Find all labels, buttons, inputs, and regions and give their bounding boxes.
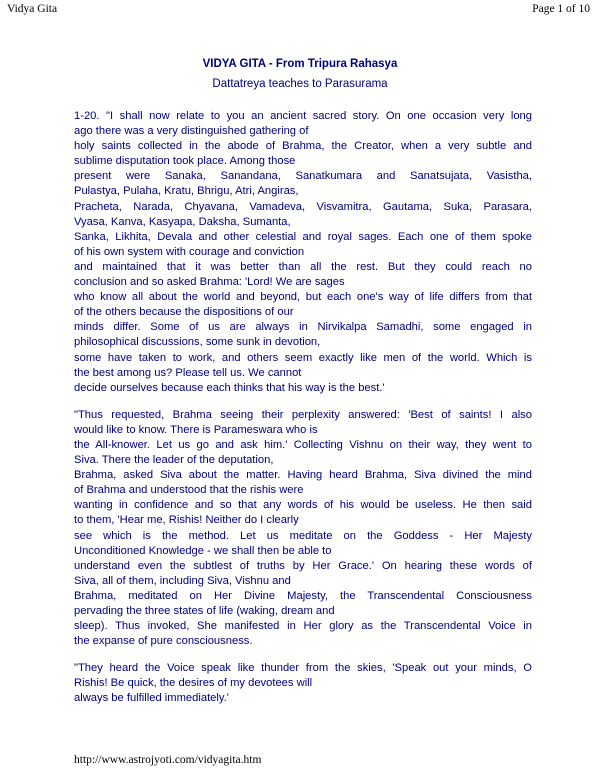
text-line: Rishis! Be quick, the desires of my devotees will (74, 677, 313, 690)
text-line: Brahma, meditated on Her Divine Majesty, the Transcendental Consciousness (74, 589, 532, 602)
header-doc-title: Vidya Gita (7, 3, 58, 15)
text-line: understand even the subtlest of truths by Her Grace.' On hearing these words of (74, 559, 532, 572)
text-line: "They heard the Voice speak like thunder from the skies, 'Speak out your minds, O (74, 662, 532, 675)
text-line: sleep). Thus invoked, She manifested in Her glory as the Transcendental Voice in (74, 620, 532, 633)
text-line: who know all about the world and beyond, but each one's way of life differs from that (74, 291, 532, 304)
paragraph (74, 408, 532, 650)
footer-url: http://www.astrojyoti.com/vidyagita.htm (74, 754, 262, 766)
text-line: would like to know. There is Parameswara who is (74, 423, 318, 436)
paragraph (74, 109, 532, 396)
text-line: the All-knower. Let us go and ask him.' Collecting Vishnu on their way, they went to (74, 438, 532, 451)
paragraph (74, 661, 532, 706)
text-line: some have taken to work, and others seem exactly like men of the world. Which is (74, 351, 532, 364)
text-line: "Thus requested, Brahma seeing their perplexity answered: 'Best of saints! I also (74, 408, 532, 421)
text-line: and maintained that it was better than all the rest. But they could reach no (74, 260, 532, 273)
text-line: of the others because the dispositions of our (74, 306, 294, 319)
text-line: Unconditioned Knowledge - we shall then be able to (74, 544, 332, 557)
text-line: to them, 'Hear me, Rishis! Neither do I clearly (74, 514, 299, 527)
text-line: conclusion and so asked Brahma: 'Lord! We are sages (74, 276, 345, 289)
text-line: Siva. There the leader of the deputation, (74, 454, 274, 467)
page-title: VIDYA GITA - From Tripura Rahasya (202, 58, 398, 70)
text-line: see which is the method. Let us meditate on the Goddess - Her Majesty (74, 529, 532, 542)
text-line: Pracheta, Narada, Chyavana, Vamadeva, Visvamitra, Gautama, Suka, Parasara, (74, 200, 532, 213)
text-line: ago there was a very distinguished gathering of (74, 125, 309, 138)
text-line: Pulastya, Pulaha, Kratu, Bhrigu, Atri, Angiras, (74, 185, 299, 198)
text-line: sublime disputation took place. Among those (74, 155, 296, 168)
text-line: Brahma, asked Siva about the matter. Having heard Brahma, Siva divined the mind (74, 469, 532, 482)
text-line: the expanse of pure consciousness. (74, 635, 253, 648)
text-line: Siva, all of them, including Siva, Vishnu and (74, 574, 291, 587)
text-line: wanting in confidence and so that any words of his would be useless. He then said (74, 499, 532, 512)
text-line: pervading the three states of life (waking, dream and (74, 605, 335, 617)
text-line: always be fulfilled immediately.' (74, 692, 229, 705)
text-line: the best among us? Please tell us. We cannot (74, 366, 302, 379)
header-page-number: Page 1 of 10 (532, 3, 590, 15)
text-line: decide ourselves because each thinks that his way is the best.' (74, 381, 385, 394)
paragraph-spacer (74, 649, 532, 661)
text-line: 1-20. "I shall now relate to you an ancient sacred story. On one occasion very long (74, 110, 532, 122)
page-subtitle: Dattatreya teaches to Parasurama (212, 78, 388, 90)
text-line: of Brahma and understood that the rishis were (74, 484, 304, 497)
text-line: Vyasa, Kanva, Kasyapa, Daksha, Sumanta, (74, 215, 291, 228)
paragraph-spacer (74, 396, 532, 408)
text-line: of his own system with courage and conviction (74, 245, 305, 258)
text-line: Sanka, Likhita, Devala and other celestial and royal sages. Each one of them spoke (74, 230, 532, 243)
text-line: holy saints collected in the abode of Brahma, the Creator, when a very subtle and (74, 140, 532, 153)
body-text (74, 109, 532, 707)
text-line: philosophical discussions, some sunk in devotion, (74, 336, 321, 349)
text-line: minds differ. Some of us are always in Nirvikalpa Samadhi, some engaged in (74, 321, 532, 334)
text-line: present were Sanaka, Sanandana, Sanatkumara and Sanatsujata, Vasistha, (74, 170, 532, 183)
